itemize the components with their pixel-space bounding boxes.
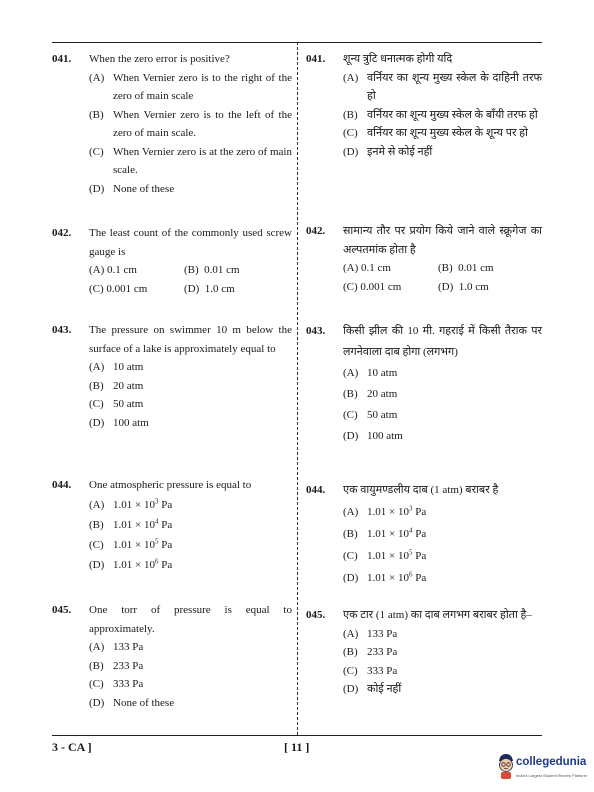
question-stem: One atmospheric pressure is equal to [89,479,252,491]
collegedunia-logo [496,752,588,788]
question-number: 043. [306,325,326,337]
question-43-en [52,321,292,432]
logo-tagline: India's Largest Student Review Platform [516,773,588,778]
option-a: (A) When Vernier zero is to the right of the zero of main scale [89,71,292,102]
question-44-hi [306,479,542,589]
question-stem: किसी झील की 10 मी. गहराई में किसी तैराक पर लगनेवाला दाब होगा (लगभग) [343,325,542,358]
option-c: (C) When Vernier zero is at the zero of main scale. [89,145,292,176]
option-b: (B) 20 atm [89,379,144,392]
question-number: 045. [306,609,326,621]
option-c: (C) 50 atm [89,398,144,410]
option-d: (D) None of these [89,182,175,195]
question-number: 041. [306,53,326,65]
question-stem: The least count of the commonly used screw gauge is [89,227,292,258]
option-d: (D) 1.0 cm [184,282,235,295]
question-number: 041. [52,53,72,65]
question-45-en [52,601,292,712]
option-c: (C) 333 Pa [343,664,398,677]
column-divider [297,42,298,735]
option-b: (B) वर्नियर का शून्य मुख्य स्केल के बाँयी तरफ हो [343,108,538,121]
question-number: 044. [52,479,72,491]
option-d: (D) None of these [89,696,175,709]
option-a: (A) 133 Pa [89,641,144,653]
question-41-en [52,50,292,198]
option-a: (A) 10 atm [89,361,144,373]
option-a: (A) 133 Pa [343,627,398,640]
logo-name: collegedunia [516,756,587,768]
bottom-rule [52,735,542,736]
option-a: (A) 0.1 cm [343,262,391,274]
option-b: (B) 20 atm [343,388,398,400]
option-c: (C) वर्नियर का शून्य मुख्य स्केल के शून्य पर हो [343,127,528,139]
option-b: (B) $1.01 \times 10^4$ Pa [89,517,173,531]
question-41-hi [306,50,542,161]
question-44-en [52,475,292,575]
question-42-hi [306,222,542,296]
question-43-hi [306,321,542,447]
question-number: 042. [306,225,326,237]
question-number: 043. [52,324,72,336]
page-number: [ 11 ] [284,740,310,754]
option-b: (B) 0.01 cm [184,264,240,276]
option-b: (B) 0.01 cm [438,262,494,274]
option-d: (D) $1.01 \times 10^6$ Pa [343,570,427,584]
option-d: (D) 100 atm [343,430,403,442]
question-stem: When the zero error is positive? [89,53,230,65]
option-a: (A) 10 atm [343,367,398,379]
option-c: (C) 0.001 cm [343,280,402,293]
question-45-hi [306,606,542,699]
mascot-icon [496,752,516,780]
option-d: (D) कोई नहीं [343,683,402,695]
question-stem: सामान्य तौर पर प्रयोग किये जाने वाले स्क्रूगेज का अल्पतमांक होता है [343,225,542,256]
option-b: (B) 233 Pa [89,659,144,672]
option-c: (C) 333 Pa [89,678,144,690]
option-d: (D) $1.01 \times 10^6$ Pa [89,557,173,571]
option-d: (D) 100 atm [89,416,149,429]
question-stem: One torr of pressure is equal to approximately. [89,604,292,635]
paper-code: 3 - CA ] [52,740,92,754]
option-c: (C) 0.001 cm [89,282,148,295]
option-row [89,261,292,280]
question-stem: शून्य त्रुटि धनात्मक होगी यदि [343,53,453,65]
option-b: (B) $1.01 \times 10^4$ Pa [343,526,427,540]
option-c: (C) 50 atm [343,409,398,421]
option-b: (B) When Vernier zero is to the left of the zero of main scale. [89,108,292,139]
option-row [89,280,292,299]
option-a: (A) $1.01 \times 10^3$ Pa [89,497,173,511]
question-stem: The pressure on swimmer 10 m below the surface of a lake is approximately equal to [89,324,292,355]
option-c: (C) $1.01 \times 10^5$ Pa [89,537,173,551]
option-b: (B) 233 Pa [343,646,398,658]
question-number: 044. [306,484,326,496]
option-a: (A) $1.01 \times 10^3$ Pa [343,504,427,518]
question-stem: एक वायुमण्डलीय दाब (1 atm) बराबर है [343,484,499,496]
option-row [343,259,542,278]
question-stem: एक टार (1 atm) का दाब लगभग बराबर होता है– [343,609,532,621]
option-a: (A) वर्नियर का शून्य मुख्य स्केल के दाहिनी तरफ हो [343,71,542,102]
option-row [343,278,542,297]
option-c: (C) $1.01 \times 10^5$ Pa [343,548,427,562]
question-42-en [52,224,292,298]
option-a: (A) 0.1 cm [89,264,137,276]
question-number: 045. [52,604,72,616]
option-d: (D) इनमे से कोई नहीं [343,145,433,158]
option-d: (D) 1.0 cm [438,280,489,293]
question-number: 042. [52,227,72,239]
